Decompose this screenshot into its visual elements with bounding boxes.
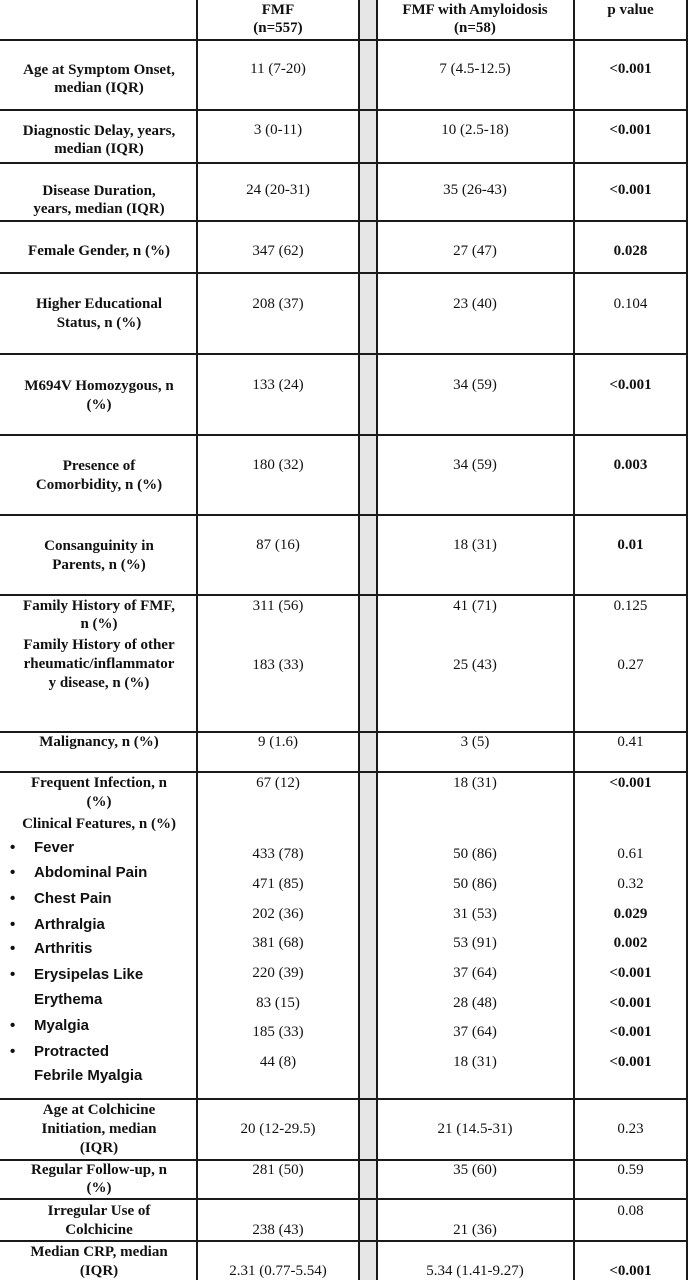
p-value: <0.001 <box>609 965 652 981</box>
p-value: 0.08 <box>617 1203 644 1219</box>
fmf-value: 20 (12-29.5) <box>240 1121 316 1137</box>
amyloidosis-value: 50 (86) <box>453 846 497 862</box>
amyloidosis-value: 25 (43) <box>453 657 497 673</box>
header-amyloidosis-n: (n=58) <box>454 20 496 36</box>
amyloidosis-value: 34 (59) <box>453 457 497 473</box>
fmf-value: 311 (56) <box>252 598 304 614</box>
bullet-label: Fever <box>34 839 75 856</box>
fmf-value: 208 (37) <box>252 296 304 312</box>
p-value: <0.001 <box>609 995 652 1011</box>
grid-line <box>0 594 688 596</box>
amyloidosis-value: 37 (64) <box>453 1024 497 1040</box>
fmf-value: 202 (36) <box>252 906 304 922</box>
grid-line <box>0 514 688 516</box>
row-label: (%) <box>86 397 112 413</box>
p-value: 0.003 <box>613 457 648 473</box>
bullet-item <box>10 1042 110 1061</box>
bullet-label: Protracted <box>34 1043 110 1060</box>
grid-line <box>0 1240 688 1242</box>
amyloidosis-value: 18 (31) <box>453 775 497 791</box>
bullet-icon: • <box>10 1043 16 1060</box>
fmf-value: 281 (50) <box>252 1162 304 1178</box>
bullet-label: Myalgia <box>34 1017 90 1034</box>
bullet-icon: • <box>10 940 16 957</box>
p-value: 0.002 <box>613 935 648 951</box>
row-label: Higher Educational <box>36 296 162 312</box>
row-label: Parents, n (%) <box>52 557 146 573</box>
p-value: 0.27 <box>617 657 644 673</box>
grid-line <box>0 39 688 41</box>
row-label: (IQR) <box>79 1263 119 1279</box>
row-label: Family History of FMF, <box>23 598 175 614</box>
row-label: rheumatic/inflammator <box>23 656 175 672</box>
row-label: Comorbidity, n (%) <box>35 477 163 493</box>
grid-line <box>0 1098 688 1100</box>
grid-line <box>0 109 688 111</box>
p-value: <0.001 <box>609 182 652 198</box>
p-value: <0.001 <box>609 1054 652 1070</box>
amyloidosis-value: 10 (2.5-18) <box>441 122 509 138</box>
fmf-value: 133 (24) <box>252 377 304 393</box>
row-label: Frequent Infection, n <box>31 775 167 791</box>
grid-line <box>0 1198 688 1200</box>
row-label: Irregular Use of <box>47 1203 151 1219</box>
row-label: M694V Homozygous, n <box>24 378 174 394</box>
fmf-value: 180 (32) <box>252 457 304 473</box>
header-amyloidosis: FMF with Amyloidosis <box>402 2 548 18</box>
amyloidosis-value: 41 (71) <box>453 598 497 614</box>
amyloidosis-value: 18 (31) <box>453 1054 497 1070</box>
bullet-item <box>10 915 105 934</box>
amyloidosis-value: 28 (48) <box>453 995 497 1011</box>
row-label: Status, n (%) <box>56 315 142 331</box>
bullet-icon: • <box>10 839 16 856</box>
bullet-label: Abdominal Pain <box>34 864 148 881</box>
bullet-label: Chest Pain <box>34 890 112 907</box>
p-value: 0.01 <box>617 537 644 553</box>
header-fmf-n: (n=557) <box>253 20 303 36</box>
fmf-value: 2.31 (0.77-5.54) <box>229 1263 327 1279</box>
row-label: Diagnostic Delay, years, <box>22 123 176 139</box>
bullet-label-continued: Erythema <box>34 991 103 1008</box>
fmf-value: 220 (39) <box>252 965 304 981</box>
row-label: Disease Duration, <box>42 183 156 199</box>
bullet-icon: • <box>10 966 16 983</box>
fmf-value: 381 (68) <box>252 935 304 951</box>
amyloidosis-value: 5.34 (1.41-9.27) <box>426 1263 524 1279</box>
row-label: Colchicine <box>65 1222 133 1238</box>
header-fmf: FMF <box>261 2 295 18</box>
fmf-value: 83 (15) <box>256 995 300 1011</box>
amyloidosis-value: 34 (59) <box>453 377 497 393</box>
row-label: (%) <box>86 794 112 810</box>
amyloidosis-value: 3 (5) <box>460 734 490 750</box>
row-label: Consanguinity in <box>44 538 154 554</box>
p-value: 0.23 <box>617 1121 644 1137</box>
header-p-value: p value <box>607 2 654 18</box>
fmf-value: 67 (12) <box>256 775 300 791</box>
amyloidosis-value: 27 (47) <box>453 243 497 259</box>
p-value: <0.001 <box>609 1024 652 1040</box>
bullet-label: Arthralgia <box>34 916 105 933</box>
row-label: Age at Symptom Onset, <box>23 62 175 78</box>
bullet-icon: • <box>10 1017 16 1034</box>
bullet-item <box>10 965 144 984</box>
row-label: y disease, n (%) <box>48 675 150 691</box>
clinical-features-heading: Clinical Features, n (%) <box>22 816 176 832</box>
p-value: <0.001 <box>609 775 652 791</box>
amyloidosis-value: 37 (64) <box>453 965 497 981</box>
p-value: 0.125 <box>613 598 648 614</box>
grid-line <box>0 434 688 436</box>
p-value: 0.41 <box>617 734 644 750</box>
bullet-icon: • <box>10 916 16 933</box>
grid-line <box>358 0 360 1280</box>
amyloidosis-value: 53 (91) <box>453 935 497 951</box>
bullet-label: Erysipelas Like <box>34 966 144 983</box>
bullet-item <box>10 838 75 857</box>
amyloidosis-value: 21 (36) <box>453 1222 497 1238</box>
fmf-value: 471 (85) <box>252 876 304 892</box>
p-value: <0.001 <box>609 61 652 77</box>
row-label: Malignancy, n (%) <box>39 734 159 750</box>
amyloidosis-value: 21 (14.5-31) <box>437 1121 513 1137</box>
grid-line <box>0 771 688 773</box>
p-value: 0.028 <box>613 243 648 259</box>
fmf-value: 433 (78) <box>252 846 304 862</box>
fmf-value: 11 (7-20) <box>250 61 306 77</box>
p-value: <0.001 <box>609 377 652 393</box>
amyloidosis-value: 23 (40) <box>453 296 497 312</box>
row-label: (%) <box>86 1180 112 1196</box>
fmf-value: 9 (1.6) <box>258 734 298 750</box>
fmf-value: 183 (33) <box>252 657 304 673</box>
p-value: 0.104 <box>613 296 648 312</box>
grid-line <box>0 353 688 355</box>
row-label: Median CRP, median <box>30 1244 168 1260</box>
p-value: 0.59 <box>617 1162 644 1178</box>
row-label: Female Gender, n (%) <box>28 243 170 259</box>
row-label: Presence of <box>62 458 136 474</box>
bullet-label: Arthritis <box>34 940 93 957</box>
bullet-item <box>10 939 93 958</box>
fmf-value: 185 (33) <box>252 1024 304 1040</box>
bullet-item <box>10 863 148 882</box>
amyloidosis-value: 31 (53) <box>453 906 497 922</box>
p-value: <0.001 <box>609 1263 652 1279</box>
row-label: Age at Colchicine <box>42 1102 156 1118</box>
amyloidosis-value: 50 (86) <box>453 876 497 892</box>
p-value: 0.61 <box>617 846 644 862</box>
fmf-value: 3 (0-11) <box>253 122 303 138</box>
fmf-value: 238 (43) <box>252 1222 304 1238</box>
row-label: years, median (IQR) <box>33 201 165 217</box>
amyloidosis-value: 35 (60) <box>453 1162 497 1178</box>
amyloidosis-value: 18 (31) <box>453 537 497 553</box>
amyloidosis-value: 35 (26-43) <box>443 182 507 198</box>
p-value: 0.32 <box>617 876 644 892</box>
row-label: Family History of other <box>23 637 175 653</box>
row-label: Regular Follow-up, n <box>31 1162 167 1178</box>
bullet-item <box>10 889 112 908</box>
fmf-value: 347 (62) <box>252 243 304 259</box>
amyloidosis-value: 7 (4.5-12.5) <box>439 61 511 77</box>
row-label: (IQR) <box>79 1140 119 1156</box>
row-label: n (%) <box>80 616 118 632</box>
bullet-icon: • <box>10 864 16 881</box>
grid-line <box>0 272 688 274</box>
grid-line <box>0 220 688 222</box>
fmf-value: 44 (8) <box>259 1054 297 1070</box>
spacer-column <box>359 0 376 1280</box>
row-label: median (IQR) <box>54 141 144 157</box>
bullet-item <box>10 1016 90 1035</box>
bullet-label-continued: Febrile Myalgia <box>34 1067 143 1084</box>
grid-line <box>0 162 688 164</box>
p-value: 0.029 <box>613 906 648 922</box>
p-value: <0.001 <box>609 122 652 138</box>
bullet-icon: • <box>10 890 16 907</box>
row-label: median (IQR) <box>54 80 144 96</box>
row-label: Initiation, median <box>41 1121 157 1137</box>
fmf-value: 24 (20-31) <box>246 182 310 198</box>
fmf-value: 87 (16) <box>256 537 300 553</box>
